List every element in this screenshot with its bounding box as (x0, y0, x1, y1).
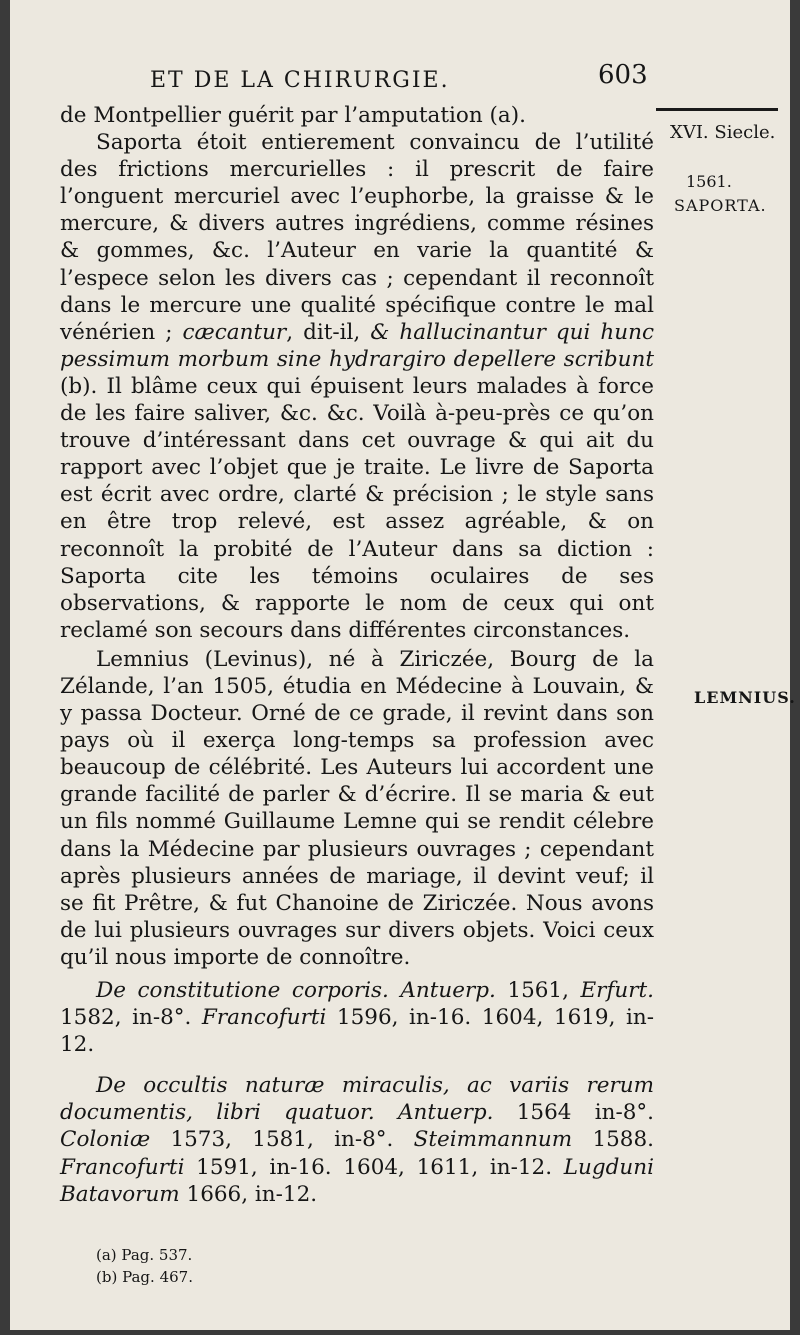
ref-text: 1596, in-16. 1604, 1619, in-12. (60, 1005, 654, 1058)
ref-place: Lugduni Batavorum (60, 1154, 654, 1207)
ref-text: 1666, in-12. (179, 1181, 318, 1207)
paragraph-continuation: de Montpellier guérit par l’amputation (a). (60, 103, 526, 128)
ref-place: Erfurt. (580, 978, 654, 1003)
text-run: (b). Il blâme ceux qui épuisent leurs malades à force de les faire saliver, &c. &c. Voilà à-peu-près ce qu’on trouve d’intéressant dans cet ouvrage & qui ait du rapport avec l’objet que je traite. Le livre de Saporta est écrit avec ordre, clarté & précision ; le style sans en être trop relevé, est assez agréable, & on reconnoît la probité de l’Auteur dans sa diction : Saporta cite les témoins oculaires de ses observations, & rapporte le nom de ceux qui ont reclamé son secours dans différentes circonstances. (60, 373, 654, 643)
margin-rule (656, 108, 778, 111)
paragraph-lemnius: Lemnius (Levinus), né à Ziriczée, Bourg de la Zélande, l’an 1505, étudia en Médecine à Louvain, & y passa Docteur. Orné de ce grade, il revint dans son pays où il exerça long-temps sa profession avec beaucoup de célébrité. Les Auteurs lui accordent une grande facilité de parler & d’écrire. Il se maria & eut un fils nommé Guillaume Lemne qui se rendit célebre dans la Médecine par plusieurs ouvrages ; cependant après plusieurs années de mariage, il devint veuf; il se fit Prêtre, & fut Chanoine de Ziriczée. Nous avons de lui plusieurs ouvrages sur divers objets. Voici ceux qu’il nous importe de connoître. (60, 646, 654, 970)
book-page (10, 0, 796, 1330)
ref-title: De occultis naturæ miraculis, ac variis rerum documentis, libri quatuor. Antuerp. (60, 1073, 654, 1126)
margin-note-saporta: SAPORTA. (674, 196, 767, 215)
ref-place: Coloniæ (60, 1127, 151, 1153)
ref-title: De constitutione corporis. Antuerp. (96, 978, 496, 1003)
margin-note-century: XVI. Siecle. (670, 122, 776, 143)
ref-text: 1582, in-8°. (60, 1005, 202, 1031)
ref-text: 1564 in-8°. (493, 1100, 654, 1126)
reference-constitutione (60, 977, 654, 1058)
footnotes (96, 1244, 193, 1288)
italic-text: cæcantur (182, 319, 287, 345)
page-number: 603 (598, 60, 648, 90)
running-head: ET DE LA CHIRURGIE. (150, 68, 450, 93)
text-run: , dit-il, (286, 319, 371, 345)
ref-text: 1591, in-16. 1604, 1611, in-12. (184, 1154, 564, 1180)
italic-quote: & hallucinantur qui hunc pessimum morbum sine hydrargiro depellere scribunt (60, 319, 655, 372)
main-text (60, 102, 654, 1208)
text-run: Saporta étoit entierement convaincu de l’utilité des frictions mercurielles : il prescrit de faire l’onguent mercuriel avec l’euphorbe, la graisse & le mercure, & divers autres ingrédiens, comme résines & gommes, &c. l’Auteur en varie la quantité & l’espece selon les divers cas ; cependant il reconnoît dans le mercure une qualité spécifique contre le mal vénérien ; (60, 130, 654, 345)
page-header (150, 60, 670, 100)
ref-text: 1588. (572, 1127, 654, 1153)
ref-place: Steimmannum (413, 1127, 573, 1153)
ref-place: Francofurti (201, 1005, 327, 1031)
ref-place: Francofurti (60, 1154, 185, 1180)
reference-occultis (60, 1072, 654, 1207)
margin-note-lemnius: LEMNIUS. (694, 688, 796, 707)
paragraph-saporta (60, 129, 654, 644)
footnote-b: (b) Pag. 467. (96, 1268, 193, 1286)
ref-text: 1561, (495, 978, 581, 1003)
ref-text: 1573, 1581, in-8°. (150, 1127, 414, 1153)
footnote-a: (a) Pag. 537. (96, 1246, 193, 1264)
margin-note-year: 1561. (686, 172, 732, 191)
